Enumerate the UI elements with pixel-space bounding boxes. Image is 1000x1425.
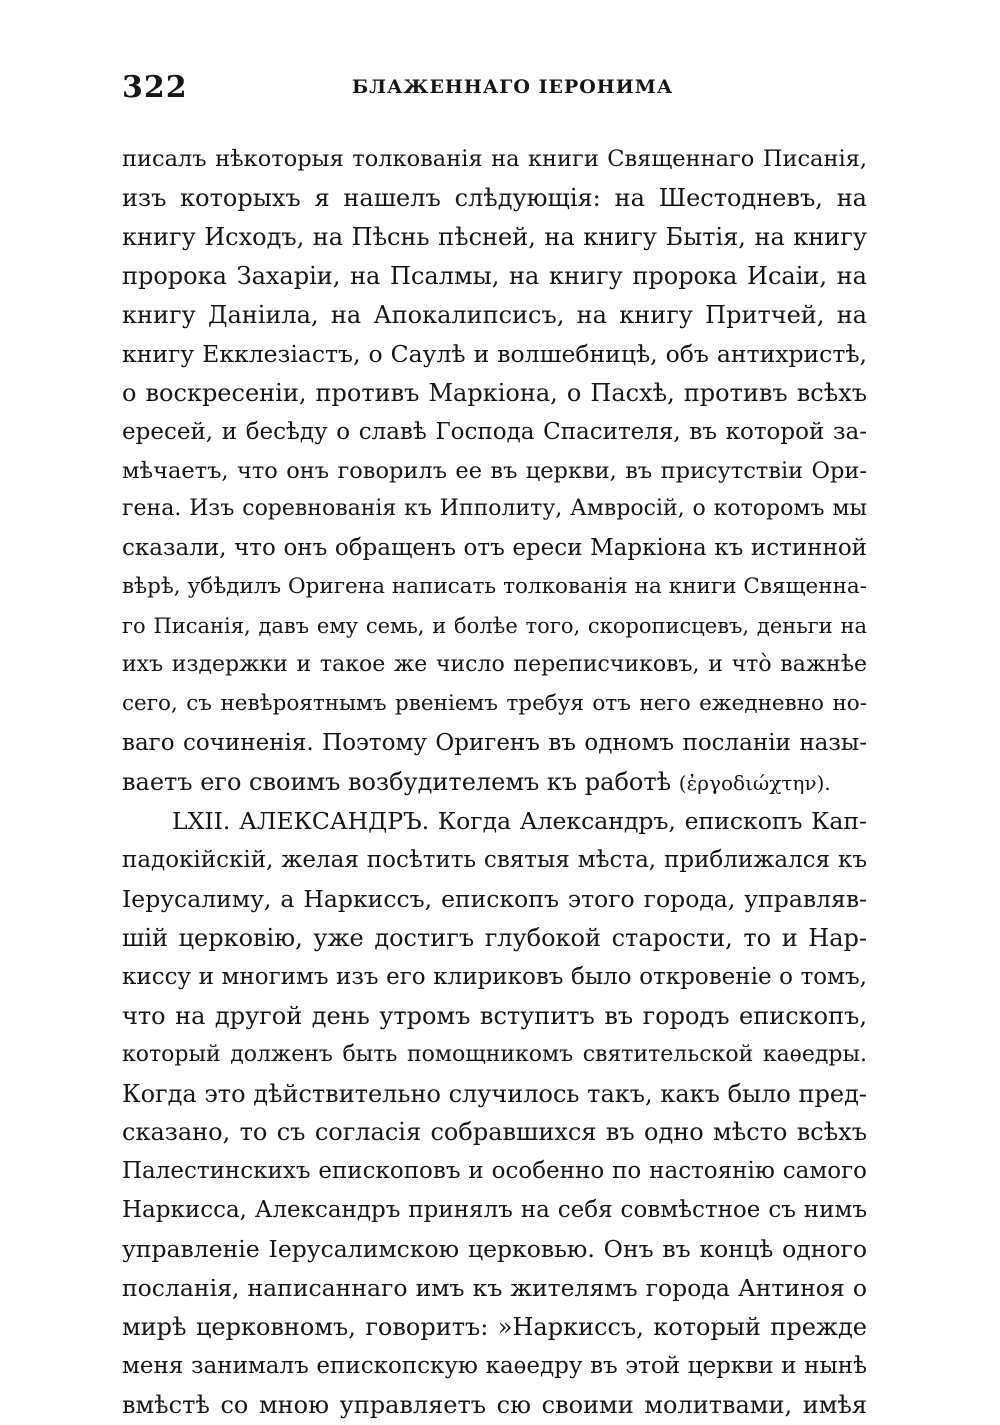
text-line: что на другой день утромъ вступитъ въ городъ епископъ,	[122, 1001, 867, 1030]
text-line: изъ которыхъ я нашелъ слѣдующія: на Шестодневъ, на	[122, 183, 867, 212]
body-text	[122, 140, 867, 1425]
text-line: сего, съ невѣроятнымъ рвеніемъ требуя отъ него ежедневно но-	[122, 691, 867, 717]
section-heading-line: LXII. АЛЕКСАНДРЪ. Когда Александръ, епископъ Кап-	[172, 806, 867, 835]
text-line: который долженъ быть помощникомъ святительской каѳедры.	[122, 1041, 867, 1067]
text-line: вмѣстѣ со мною управляетъ сю своими молитвами, имѣя	[122, 1391, 867, 1419]
page-number: 322	[122, 70, 188, 105]
text-line: ересей, и бесѣду о славѣ Господа Спасителя, въ которой за-	[122, 418, 867, 445]
text-line: ваго сочиненія. Поэтому Оригенъ въ одномъ посланіи назы-	[122, 730, 867, 757]
text-line: книгу Екклезіастъ, о Саулѣ и волшебницѣ, объ антихристѣ,	[122, 339, 867, 368]
text-line-last	[122, 763, 867, 802]
text-line: мирѣ церковномъ, говоритъ: »Наркиссъ, который прежде	[122, 1313, 867, 1342]
text-line: сказано, то съ согласія собравшихся въ одно мѣсто всѣхъ	[122, 1118, 867, 1147]
greek-word: (ἐργοδιώχτην).	[678, 771, 831, 795]
text-line: посланія, написаннаго имъ къ жителямъ города Антиноя о	[122, 1274, 867, 1303]
text-line: о воскресеніи, противъ Маркіона, о Пасхѣ, противъ всѣхъ	[122, 378, 867, 407]
text-line: управленіе Іерусалимскою церковью. Онъ въ концѣ одного	[122, 1235, 867, 1264]
running-title: БЛАЖЕННАГО ІЕРОНИМА	[352, 76, 674, 98]
paragraph-2-alexander	[122, 802, 867, 1425]
text-line-segment: ваетъ его своимъ возбудителемъ къ работѣ	[122, 768, 679, 796]
text-line: Когда это дѣйствительно случилось такъ, какъ было пред-	[122, 1079, 867, 1108]
text-line: падокійскій, желая посѣтить святыя мѣста, приближался къ	[122, 846, 867, 873]
paragraph-1	[122, 140, 867, 802]
text-line: книгу Исходъ, на Пѣснь пѣсней, на книгу Бытія, на книгу	[122, 222, 867, 251]
text-line: Іерусалиму, а Наркиссъ, епископъ этого города, управляв-	[122, 884, 867, 913]
text-line: ихъ издержки и такое же число переписчиковъ, и что̀ важнѣе	[122, 652, 867, 678]
text-line: писалъ нѣкоторыя толкованія на книги Священнаго Писанія,	[122, 146, 867, 172]
text-line: гена. Изъ соревнованія къ Ипполиту, Амвросій, о которомъ мы	[122, 496, 867, 522]
text-line: вѣрѣ, убѣдилъ Оригена написать толкованія на книги Священна-	[122, 574, 867, 600]
text-line: сказали, что онъ обращенъ отъ ереси Маркіона къ истинной	[122, 535, 867, 562]
text-line: Палестинскихъ епископовъ и особенно по настоянію самого	[122, 1158, 867, 1185]
text-line: книгу Даніила, на Апокалипсисъ, на книгу Притчей, на	[122, 300, 867, 329]
page-header	[122, 70, 867, 110]
text-line: Наркисса, Александръ принялъ на себя совмѣстное съ нимъ	[122, 1197, 867, 1224]
text-line: пророка Захаріи, на Псалмы, на книгу пророка Исаіи, на	[122, 261, 867, 290]
text-line: го Писанія, давъ ему семь, и болѣе того, скорописцевъ, деньги на	[122, 614, 867, 639]
text-line: меня занималъ епископскую каѳедру въ этой церкви и нынѣ	[122, 1353, 867, 1380]
text-line: киссу и многимъ изъ его клириковъ было откровеніе о томъ,	[122, 963, 867, 990]
text-line: шій церковію, уже достигъ глубокой старости, то и Нар-	[122, 923, 867, 952]
text-line: мѣчаетъ, что онъ говорилъ ее въ церкви, въ присутствіи Ори-	[122, 457, 867, 484]
